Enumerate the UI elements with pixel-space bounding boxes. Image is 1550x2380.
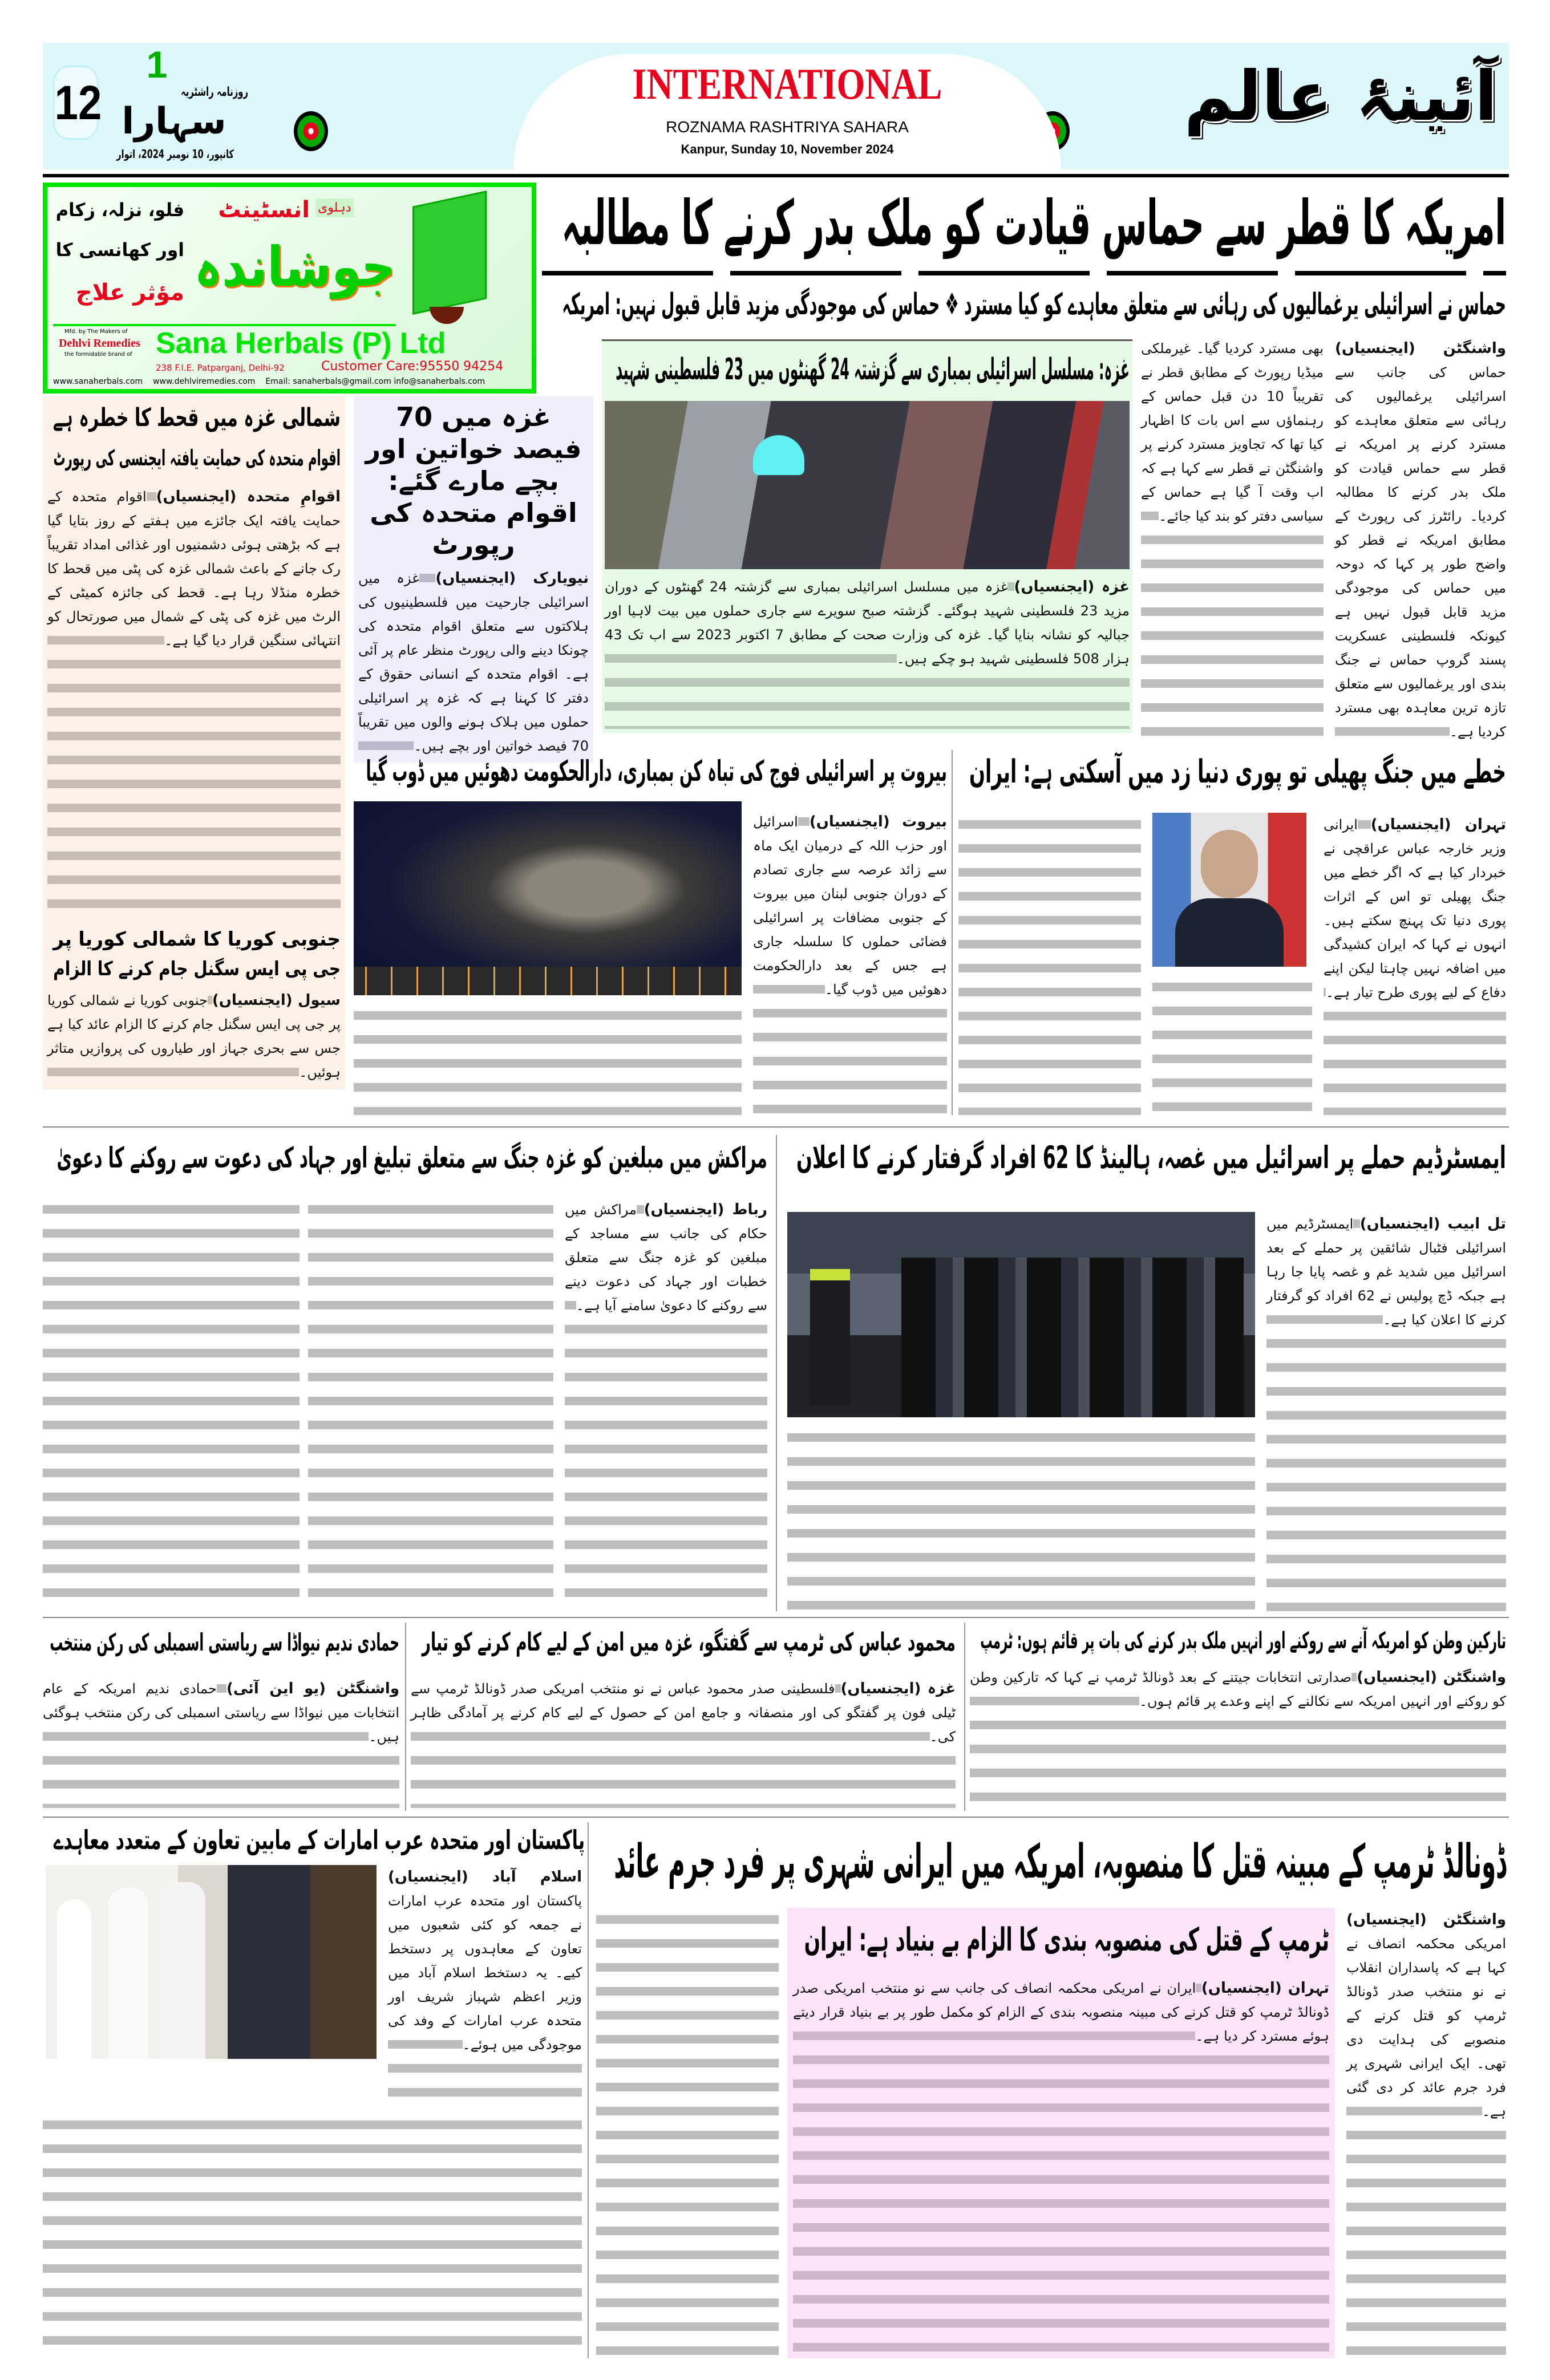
column-divider: [776, 1135, 777, 1611]
article-text: اقوام متحدہ کے حمایت یافتہ ایک جائزے میں ہفتے کے روز بتایا گیا ہے کہ بڑھتی ہوئی دشمنیوں اور غذائی امداد تقریباً رک جانے کے باعث شمالی غزہ کی پٹی میں قحط کا خطرہ منڈلا رہا ہے۔ قحط کی جائزہ کمیٹی کے الرٹ میں غزہ کی پٹی کے شمال میں صورتحال کو انتہائی سنگین قرار دیا گیا ہے۔: [47, 489, 341, 648]
famine-box: [43, 396, 345, 1089]
hamadi-body: [43, 1677, 399, 1808]
dateline: تہران (ایجنسیاں): [1201, 1980, 1329, 1997]
helmet-figure: [753, 435, 804, 475]
amsterdam-body-col1: [1266, 1212, 1506, 1611]
famine-body: [47, 485, 341, 918]
date-urdu: کانپور، 10 نومبر 2024، اتوار: [116, 147, 234, 161]
crowd: [901, 1258, 1244, 1417]
dateline: واشنگٹن (یو این آئی): [226, 1680, 399, 1697]
women-body: [358, 566, 589, 758]
section-rule: [43, 1817, 1509, 1818]
morocco-body-col2: [308, 1198, 553, 1611]
amsterdam-body-col2: [787, 1426, 1255, 1611]
ad-web2: www.dehlviremedies.com: [153, 377, 256, 386]
iran-denial-body: [793, 1976, 1329, 2353]
dateline: غزہ (ایجنسیاں): [840, 1680, 956, 1697]
iran-body-col1: [1324, 813, 1506, 1115]
morocco-body-col3: [43, 1198, 300, 1611]
city-lights: [354, 967, 742, 995]
article-text: حمادی ندیم امریکہ کے عام انتخابات میں نیواڈا سے ریاستی اسمبلی کی رکن منتخب ہوگئی ہیں۔: [43, 1681, 399, 1745]
lead-rule: [542, 271, 1506, 275]
beirut-body-col2: [354, 1004, 742, 1115]
abbas-headline: محمود عباس کی ٹرمپ سے گفتگو، غزہ میں امن کے لیے کام کرنے کو تیار: [422, 1628, 956, 1657]
page-number: 12: [53, 66, 99, 140]
gaza-photo: [605, 401, 1130, 569]
paper-logo: سہارا: [122, 100, 226, 143]
gaza-body: [605, 575, 1130, 729]
article-text: مراکش میں حکام کی جانب سے مساجد کے مبلغین کو غزہ جنگ سے متعلق خطبات اور جہاد کی دعوت دینے سے روکنے کا دعویٰ سامنے آیا ہے۔: [565, 1202, 767, 1313]
ad-brand-badge: دہلوی: [315, 198, 354, 217]
ad-maker: Dehlvi Remedies: [59, 337, 140, 350]
ad-web1: www.sanaherbals.com: [53, 377, 143, 386]
article-text: امریکی محکمہ انصاف نے کہا ہے کہ پاسداران انقلاب نے نو منتخب صدر ڈونالڈ ٹرمپ کو قتل کرنے کے منصوبے کی ہدایت دی تھی۔ ایک ایرانی شہری پر فرد جرم عائد کر دی گئی ہے۔: [1346, 1936, 1506, 2119]
women-headline: غزہ میں 70 فیصد خواتین اور بچے مارے گئے: اقوام متحدہ کی رپورٹ: [365, 402, 582, 560]
dateline: بیروت (ایجنسیاں): [809, 813, 947, 830]
ad-maker-line: Mfd. by The Makers of: [64, 329, 128, 335]
ad-address: 238 F.I.E. Patparganj, Delhi-92: [156, 363, 285, 373]
section-title-en: INTERNATIONAL: [632, 59, 942, 108]
hamadi-headline: حمادی ندیم نیواڈا سے ریاستی اسمبلی کی رکن منتخب: [50, 1628, 400, 1656]
emblem-icon: [294, 111, 328, 151]
trump-plot-body-col2: [596, 1908, 779, 2355]
dateline: واشنگٹن (ایجنسیاں): [1357, 1669, 1506, 1686]
ad-web-row: [53, 376, 529, 387]
article-text: صدارتی انتخابات جیتنے کے بعد ڈونالڈ ٹرمپ نے کہا کہ تارکین وطن کو روکنے اور انہیں امریکہ سے نکالنے کے اپنے وعدے پر قائم ہوں۔: [970, 1669, 1506, 1709]
iran-body-col3: [1152, 975, 1312, 1115]
article-text: پاکستان اور متحدہ عرب امارات نے جمعہ کو کئی شعبوں میں تعاون کے معاہدوں پر دستخط کیے۔ یہ دستخط اسلام آباد میں وزیر اعظم شہباز شریف اور متحدہ عرب امارات کے وفد کی موجودگی میں ہوئے۔: [388, 1893, 582, 2053]
article-text: غزہ میں اسرائیلی جارحیت میں فلسطینیوں کی ہلاکتوں سے متعلق اقوام متحدہ کی چونکا دینے والی رپورٹ منظر عام پر آئی ہے۔ اقوام متحدہ کے انسانی حقوق کے دفتر کا کہنا ہے کہ غزہ پر اسرائیلی حملوں میں ہلاک ہونے والوں میں تقریباً 70 فیصد خواتین اور بچے ہیں۔: [358, 570, 589, 754]
masthead-rule: [43, 174, 1509, 177]
beirut-smoke-photo: [354, 801, 742, 995]
morocco-body-col1: [565, 1198, 767, 1611]
dateline: واشنگٹن (ایجنسیاں): [1335, 340, 1506, 357]
column-divider: [964, 1623, 965, 1811]
gaza-box: [602, 339, 1132, 733]
ad-use2: اور کھانسی کا: [55, 239, 184, 261]
iran-headline: خطے میں جنگ پھیلی تو پوری دنیا زد میں آسکتی ہے: ایران: [969, 753, 1506, 790]
trump-plot-body-col1: [1346, 1908, 1506, 2355]
famine-headline: شمالی غزہ میں قحط کا خطرہ ہے: [52, 403, 341, 432]
dateline: غزہ (ایجنسیاں): [1014, 578, 1130, 595]
lead-body-col2: [1141, 336, 1324, 736]
iran-denial-box: [787, 1908, 1335, 2358]
article-text: ایرانی وزیر خارجہ عباس عراقچی نے خبردار کیا ہے کہ اگر خطے میں جنگ پھیلی تو اس کے اثرات پوری دنیا تک پہنچ سکتے ہیں۔ انہوں نے کہا کہ ایران کشیدگی میں اضافہ نہیں چاہتا لیکن اپنے دفاع کے لیے پوری طرح تیار ہے۔: [1324, 817, 1506, 1000]
section-rule: [43, 1126, 1509, 1128]
dateline: اسلام آباد (ایجنسیاں): [388, 1868, 582, 1886]
article-text: حماس کی جانب سے اسرائیلی یرغمالیوں کی رہائی سے متعلق معاہدے کو مسترد کرنے پر امریکہ نے قطر سے حماس قیادت کو ملک بدر کرنے کا مطالبہ کردیا۔ رائٹرز کی رپورٹ کے مطابق امریکہ نے قطر کو واضح طور پر کہا کہ دوحہ میں حماس کی موجودگی مزید قابل قبول نہیں ہے کیونکہ فلسطینی عسکریت پسند گروپ حماس نے جنگ بندی اور یرغمالیوں سے متعلق تازہ ترین معاہدہ بھی مسترد کردیا ہے۔: [1335, 364, 1506, 740]
ad-product-box: [412, 190, 487, 315]
dateline: نیویارک (ایجنسیاں): [435, 570, 589, 587]
article-text: فلسطینی صدر محمود عباس نے نو منتخب امریکی صدر ڈونالڈ ٹرمپ سے ٹیلی فون پر گفتگو کی اور منصفانہ و جامع امن کے حصول کے لیے کام کرنے پر آمادگی ظاہر کی۔: [411, 1681, 956, 1745]
beirut-body-col1: [753, 810, 947, 1115]
person-figure: [57, 1899, 91, 2059]
beirut-headline: بیروت پر اسرائیلی فوج کی تباہ کن بمباری، دارالحکومت دھوئیں میں ڈوب گیا: [366, 755, 947, 788]
article-text: ایران نے امریکی محکمہ انصاف کی جانب سے نو منتخب امریکی صدر ڈونالڈ ٹرمپ کو قتل کرنے کی مبینہ منصوبہ بندی کے الزام کو مکمل طور پر بے بنیاد قرار دیتے ہوئے مسترد کر دیا ہے۔: [793, 1980, 1329, 2044]
pak-uae-headline: پاکستان اور متحدہ عرب امارات کے مابین تعاون کے متعدد معاہدے: [53, 1824, 585, 1855]
paper-tag: روزنامہ راشٹریہ: [181, 85, 248, 99]
morocco-headline: مراکش میں مبلغین کو غزہ جنگ سے متعلق تبلیغ اور جہاد کی دعوت سے روکنے کا دعویٰ: [56, 1141, 767, 1174]
column-divider: [405, 1623, 406, 1811]
abbas-body: [411, 1677, 956, 1808]
article-text: غزہ میں مسلسل اسرائیلی بمباری سے گزشتہ 24 گھنٹوں کے دوران مزید 23 فلسطینی شہید ہوگئے۔ گزشتہ صبح سویرے سے جاری حملوں میں بیت لاہیا اور جبالیہ کو نشانہ بنایا گیا۔ غزہ کی وزارت صحت کے مطابق 7 اکتوبر 2023 سے اب تک 43 ہزار 508 فلسطینی شہید ہو چکے ہیں۔: [605, 579, 1130, 667]
article-text: اسرائیل اور حزب اللہ کے درمیان ایک ماہ سے زائد عرصہ سے جاری تصادم کے دوران جنوبی لبنان میں بیروت کے جنوبی مضافات پر اسرائیلی فضائی حملوں کا سلسلہ جاری ہے جس کے بعد دارالحکومت دھوئیں میں ڈوب گیا۔: [753, 814, 947, 998]
ad-email: Email: sanaherbals@gmail.com info@sanaherbals.com: [265, 377, 485, 386]
amsterdam-headline: ایمسٹرڈیم حملے پر اسرائیل میں غصہ، ہالینڈ کا 62 افراد گرفتار کرنے کا اعلان: [796, 1140, 1506, 1175]
person-figure: [108, 1888, 148, 2059]
anniversary-badge: 1: [146, 43, 168, 86]
lead-headline: امریکہ کا قطر سے حماس قیادت کو ملک بدر کرنے کا مطالبہ: [561, 188, 1507, 259]
gaza-headline: غزہ: مسلسل اسرائیلی بمباری سے گزشتہ 24 گھنٹوں میں 23 فلسطینی شہید: [616, 352, 1130, 387]
famine-subhead: اقوام متحدہ کی حمایت یافتہ ایجنسی کی رپورٹ: [53, 445, 341, 471]
ad-company: Sana Herbals (P) Ltd: [156, 327, 446, 360]
dateline: رباط (ایجنسیاں): [644, 1201, 767, 1218]
lead-subhead: حماس نے اسرائیلی یرغمالیوں کی رہائی سے متعلق معاہدے کو کیا مسترد ❖ حماس کی موجودگی مزید قابل قبول نہیں: امریکہ: [562, 287, 1506, 322]
pak-uae-photo: [46, 1865, 377, 2059]
dateline: اقوامِ متحدہ (ایجنسیاں): [156, 488, 341, 505]
ad-maker-tag: the formidable brand of: [64, 351, 132, 358]
pak-uae-body-col1: [388, 1865, 582, 2105]
article-text: جنوبی کوریا نے شمالی کوریا پر جی پی ایس سگنل جام کرنے کا الزام عائد کیا ہے جس سے بحری جہاز اور طیاروں کی پروازیں متاثر ہوئیں۔: [47, 992, 341, 1080]
section-title-urdu: آئینۂ عالم: [1184, 57, 1498, 136]
article-text: بھی مسترد کردیا گیا۔ غیرملکی میڈیا رپورٹ کے مطابق قطر نے تقریباً 10 دن قبل حماس کے رہنماؤں سے اس بات کا اظہار کیا تھا کہ تجاویز مسترد کرنے پر واشنگٹن نے قطر سے کہا ہے کہ اب وقت آ گیا ہے حماس کے سیاسی دفتر کو بند کیا جائے۔: [1141, 340, 1324, 524]
person-suit: [1175, 898, 1284, 967]
araghchi-photo: [1152, 813, 1306, 967]
section-rule: [43, 1617, 1509, 1618]
dateline: تہران (ایجنسیاں): [1370, 816, 1506, 833]
dateline-en: Kanpur, Sunday 10, November 2024: [681, 142, 894, 156]
iran-body-col2: [958, 813, 1141, 1115]
dateline: تل ابیب (ایجنسیاں): [1359, 1215, 1507, 1232]
dateline: سیول (ایجنسیاں): [212, 992, 341, 1009]
ad-care: Customer Care:95550 94254: [321, 359, 504, 374]
masthead: [43, 43, 1509, 169]
amsterdam-photo: [787, 1212, 1255, 1417]
lead-body-col1: [1335, 336, 1506, 740]
column-divider: [588, 1822, 589, 2358]
ad-divider: [53, 324, 395, 326]
article-text: ایمسٹرڈیم میں اسرائیلی فٹبال شائقین پر حملے کے بعد اسرائیل میں شدید غم و غصہ پایا جا رہا ہے جبکہ ڈچ پولیس نے 62 افراد کو گرفتار کرنے کا اعلان کیا ہے۔: [1266, 1216, 1506, 1328]
korea-body: [47, 988, 341, 1086]
dateline: واشنگٹن (ایجنسیاں): [1346, 1911, 1506, 1928]
ad-joshanda: [43, 183, 536, 394]
ad-cup: [430, 307, 464, 324]
person-figure: [160, 1882, 205, 2059]
korea-subhead: جی پی ایس سگنل جام کرنے کا الزام: [53, 958, 341, 980]
korea-headline: جنوبی کوریا کا شمالی کوریا پر: [53, 928, 341, 951]
police-figure: [810, 1269, 850, 1406]
ad-use3: مؤثر علاج: [75, 279, 184, 306]
trump-migrants-headline: تارکین وطن کو امریکہ آنے سے روکنے اور انہیں ملک بدر کرنے کی بات پر قائم ہوں: ٹرمپ: [980, 1628, 1506, 1654]
ad-product: جوشاندہ: [194, 235, 395, 299]
ad-use1: فلو، نزلہ، زکام: [55, 199, 184, 221]
person-figure: [1201, 830, 1258, 898]
paper-name-en: ROZNAMA RASHTRIYA SAHARA: [666, 118, 909, 136]
iran-denial-headline: ٹرمپ کے قتل کی منصوبہ بندی کا الزام بے بنیاد ہے: ایران: [804, 1921, 1329, 1959]
ad-product-type: انسٹینٹ: [218, 197, 310, 223]
women-box: [354, 396, 593, 763]
trump-migrants-body: [970, 1665, 1506, 1808]
trump-plot-headline: ڈونالڈ ٹرمپ کے مبینہ قتل کا منصوبہ، امریکہ میں ایرانی شہری پر فرد جرم عائد: [614, 1835, 1506, 1889]
column-divider: [952, 750, 953, 1115]
pak-uae-body-col2: [43, 2113, 582, 2355]
